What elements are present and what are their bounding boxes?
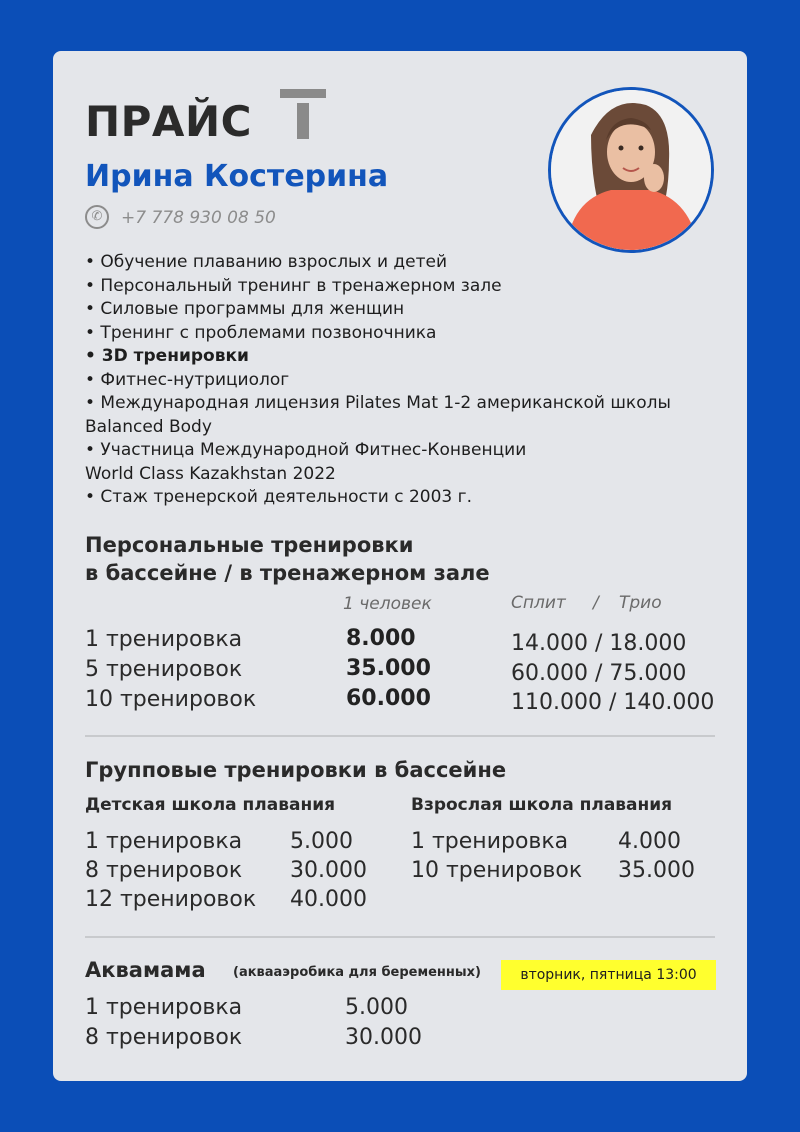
aqua-row-price: 30.000	[345, 1025, 422, 1050]
aqua-title: Аквамама	[85, 958, 206, 982]
kids-row-price: 5.000	[290, 829, 353, 854]
avatar	[548, 87, 714, 253]
col-split-header: Сплит	[511, 593, 566, 613]
personal-row-split: 14.000 / 18.000	[511, 631, 687, 656]
personal-row-split: 60.000 / 75.000	[511, 661, 687, 686]
schedule-badge: вторник, пятница 13:00	[501, 960, 716, 990]
personal-row-label: 10 тренировок	[85, 687, 257, 712]
list-item: • Обучение плаванию взрослых и детей	[85, 252, 448, 272]
adult-row-price: 4.000	[618, 829, 681, 854]
personal-row-label: 1 тренировка	[85, 627, 243, 652]
page-title: ПРАЙС	[85, 97, 252, 146]
price-card	[53, 51, 747, 1081]
phone-number[interactable]: +7 778 930 08 50	[121, 208, 276, 228]
personal-row-split: 110.000 / 140.000	[511, 690, 715, 715]
list-item: • Фитнес-нутрициолог	[85, 369, 290, 390]
divider	[85, 735, 715, 737]
col-trio-header: Трио	[619, 593, 662, 613]
list-item: • Участница Международной Фитнес-Конвенции World Class Kazakhstan 2022	[85, 440, 527, 484]
personal-row-label: 5 тренировок	[85, 657, 243, 682]
aqua-row-label: 1 тренировка	[85, 995, 243, 1020]
adult-school-title: Взрослая школа плавания	[411, 795, 673, 815]
list-item: • Персональный тренинг в тренажерном зале	[85, 275, 502, 296]
personal-title-2: в бассейне / в тренажерном зале	[85, 561, 490, 585]
divider	[85, 936, 715, 938]
personal-title-1: Персональные тренировки	[85, 533, 414, 557]
kids-row-label: 8 тренировок	[85, 858, 243, 883]
adult-row-label: 1 тренировка	[411, 829, 569, 854]
kids-row-label: 1 тренировка	[85, 829, 243, 854]
list-item: • 3D тренировки	[85, 346, 249, 366]
services-list	[85, 251, 725, 510]
phone-icon: ✆	[85, 205, 109, 229]
personal-row-single: 60.000	[346, 686, 431, 711]
personal-row-single: 8.000	[346, 626, 416, 651]
trainer-name: Ирина Костерина	[85, 159, 389, 194]
list-item: • Силовые программы для женщин	[85, 299, 405, 319]
col-sep: /	[593, 593, 599, 613]
kids-row-label: 12 тренировок	[85, 887, 257, 912]
personal-row-single: 35.000	[346, 656, 431, 681]
kids-school-title: Детская школа плавания	[85, 795, 336, 815]
list-item: • Тренинг с проблемами позвоночника	[85, 322, 437, 343]
t-logo-icon	[280, 89, 326, 139]
adult-row-label: 10 тренировок	[411, 858, 583, 883]
kids-row-price: 40.000	[290, 887, 367, 912]
col-single-header: 1 человек	[343, 594, 432, 614]
aqua-subtitle: (аквааэробика для беременных)	[233, 965, 481, 980]
list-item: • Международная лицензия Pilates Mat 1-2 американской школы Balanced Body	[85, 393, 671, 437]
list-item: • Стаж тренерской деятельности с 2003 г.	[85, 487, 472, 507]
kids-row-price: 30.000	[290, 858, 367, 883]
aqua-row-price: 5.000	[345, 995, 408, 1020]
adult-row-price: 35.000	[618, 858, 695, 883]
aqua-row-label: 8 тренировок	[85, 1025, 243, 1050]
group-title: Групповые тренировки в бассейне	[85, 758, 507, 782]
